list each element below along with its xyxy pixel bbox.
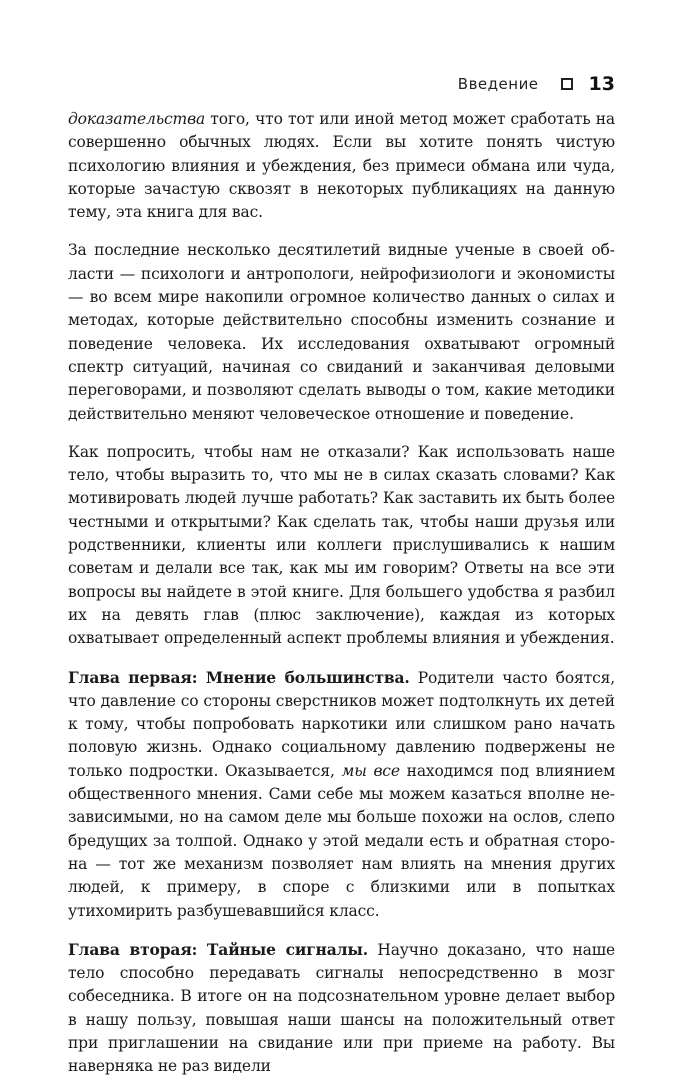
paragraph — [68, 938, 615, 1079]
section-title: Введение — [457, 75, 539, 93]
body-text: Как попросить, чтобы нам не отказали? Как использовать наше тело, чтобы выразить то, что мы не в силах сказать словами? Как мотивировать людей лучше работать? Как заставить их быть более честными и открытыми? Как сделать так, чтобы наши друзья или родственники, клиенты или коллеги прислушивались к нашим советам и делали все так, как мы им говорим? Ответы на все эти вопросы вы найдете в этой книге. Для большего удобства я разбил их на девять глав (плюс заключение), каждая из которых охватывает определенный аспект проблемы влияния и убеждения. — [68, 442, 615, 648]
bold-heading-text: Глава вторая: Тайные сигналы. — [68, 939, 369, 959]
body-text: Научно доказано, что наше тело способно передавать сигналы непосредственно в мозг собеседника. В итоге он на подсознательном уровне делает выбор в нашу пользу, повышая наши шансы на положительный ответ при приглашении на свидание или при приеме на работу. Вы наверняка не раз видели — [68, 940, 616, 1076]
square-bullet-icon — [561, 78, 573, 90]
body-text: За последние несколько десятилетий видные ученые в своей области — психологи и антропологи, нейрофизиологи и экономисты — во всем мире накопили огромное количество данных о силах и методах, которые действительно способны изменить сознание и поведение человека. Их исследования охватывают огромный спектр ситуаций, начиная со свиданий и заканчивая деловыми переговорами, и позволяют сделать выводы о том, какие методики действительно меняют человеческое отношение и поведение. — [68, 241, 615, 423]
body-text: находимся под влиянием общественного мнения. Сами себе мы можем казаться вполне независимыми, но на самом деле мы больше похожи на ослов, слепо бредущих за толпой. Однако у этой медали есть и обратная сторона — тот же механизм позволяет нам влиять на мнения других людей, к примеру, в споре с близкими или в попытках утихомирить разбушевавшийся класс. — [68, 761, 615, 920]
bold-heading-text: Глава первая: Мнение большинства. — [68, 667, 410, 687]
page-body — [68, 108, 615, 1079]
paragraph — [68, 108, 615, 224]
paragraph — [68, 666, 615, 923]
paragraph — [68, 239, 615, 425]
emphasis-text: доказательства — [68, 110, 206, 128]
paragraph — [68, 441, 615, 651]
running-header — [68, 70, 615, 98]
emphasis-text: мы все — [341, 761, 400, 780]
page-number: 13 — [588, 73, 615, 95]
body-text: Родители часто боятся, что давление со стороны сверстников может подтолкнуть их детей к тому, чтобы попробовать наркотики или слишком рано начать половую жизнь. Однако социальному давлению подвержены не только подростки. Оказывается, — [68, 668, 616, 780]
body-text: того, что тот или иной метод может сработать на совершенно обычных людях. Если вы хотите понять чистую психологию влияния и убеждения, без примеси обмана или чуда, которые зачастую сквозят в некоторых публикациях на данную тему, эта книга для вас. — [68, 110, 615, 222]
